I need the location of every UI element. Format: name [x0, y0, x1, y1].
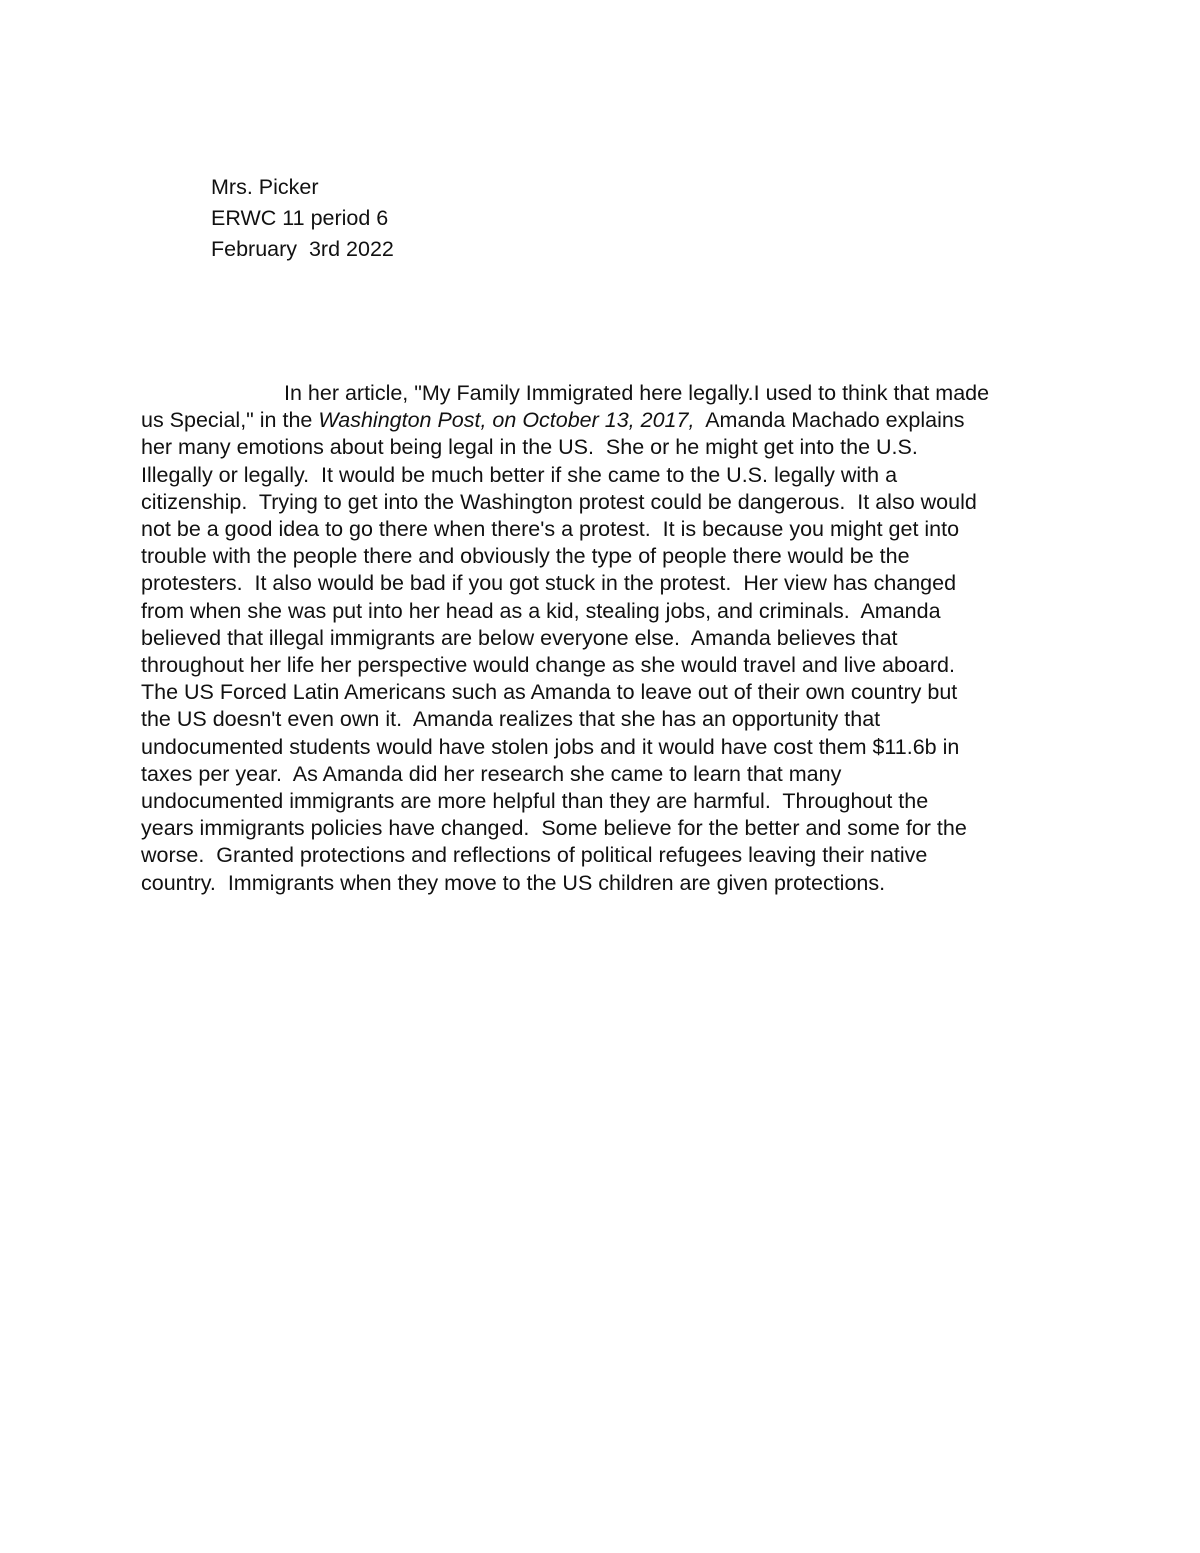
course-period: ERWC 11 period 6: [211, 206, 389, 230]
essay-line-text: In her article, "My Family Immigrated here legally.I used to think that made: [284, 381, 990, 405]
essay-line: country. Immigrants when they move to the US children are given protections.: [141, 870, 886, 895]
essay-line: trouble with the people there and obviously the type of people there would be the: [141, 544, 910, 569]
essay-line: Illegally or legally. It would be much better if she came to the U.S. legally with a: [141, 462, 898, 487]
essay-line: undocumented immigrants are more helpful than they are harmful. Throughout the: [141, 789, 929, 814]
essay-body: [141, 380, 1081, 897]
essay-line: undocumented students would have stolen jobs and it would have cost them $11.6b in: [141, 734, 960, 759]
essay-line: [141, 380, 1081, 407]
essay-line: worse. Granted protections and reflections of political refugees leaving their native: [141, 843, 928, 868]
essay-line: citizenship. Trying to get into the Washington protest could be dangerous. It also would: [141, 489, 977, 514]
essay-line: protesters. It also would be bad if you got stuck in the protest. Her view has changed: [141, 571, 957, 596]
essay-line: throughout her life her perspective would change as she would travel and live aboard.: [141, 653, 955, 678]
essay-line: believed that illegal immigrants are below everyone else. Amanda believes that: [141, 625, 898, 650]
essay-line: from when she was put into her head as a kid, stealing jobs, and criminals. Amanda: [141, 598, 941, 623]
essay-line: [141, 407, 1081, 434]
publication-citation: Washington Post, on October 13, 2017,: [318, 408, 695, 433]
teacher-name: Mrs. Picker: [211, 175, 319, 199]
essay-line: years immigrants policies have changed. Some believe for the better and some for the: [141, 816, 967, 841]
essay-date: February 3rd 2022: [211, 237, 394, 261]
essay-line: her many emotions about being legal in the US. She or he might get into the U.S.: [141, 435, 918, 460]
essay-line-text: us Special," in the: [141, 408, 319, 433]
essay-line: taxes per year. As Amanda did her research she came to learn that many: [141, 761, 842, 786]
essay-header: [211, 172, 394, 265]
essay-line: the US doesn't even own it. Amanda realizes that she has an opportunity that: [141, 707, 881, 732]
essay-line: The US Forced Latin Americans such as Amanda to leave out of their own country but: [141, 680, 958, 705]
essay-line: not be a good idea to go there when there's a protest. It is because you might get into: [141, 517, 960, 542]
essay-line-text: Amanda Machado explains: [694, 408, 965, 433]
